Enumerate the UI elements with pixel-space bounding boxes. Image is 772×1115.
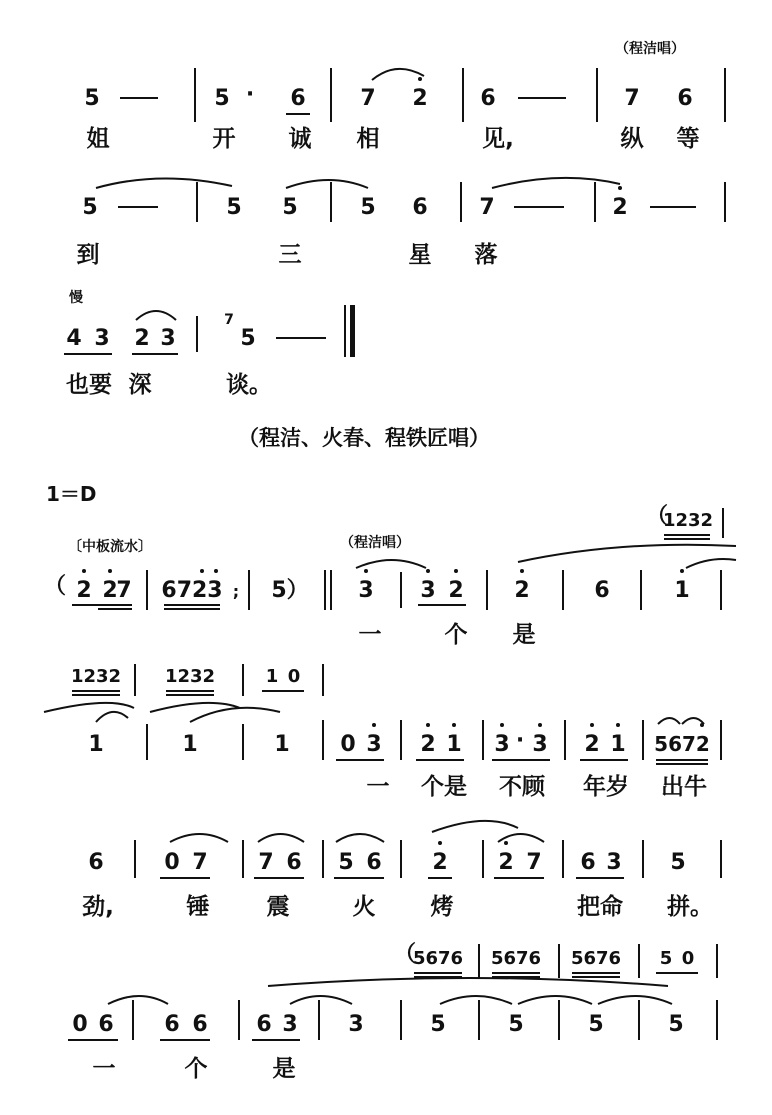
underline [418,604,466,606]
barline [194,68,196,122]
accompaniment-note: 5 [659,948,673,969]
note-group: 6723 [161,578,223,603]
barline [638,1000,640,1040]
note: 2 [134,326,150,351]
note: 3 [94,326,110,351]
final-barline-thin [344,305,346,357]
lyric: 烤 [430,894,454,920]
augmentation-dot: · [245,82,255,107]
underline [98,608,132,610]
barline [400,572,402,608]
underline [72,694,120,696]
high-octave-dot [454,569,458,573]
barline [132,1000,134,1040]
underline [664,534,710,536]
tie [432,821,518,832]
singer-annotation: （程洁唱） [340,535,410,551]
underline [254,877,304,879]
tie [44,703,134,712]
final-barline-thick [350,305,355,357]
barline [596,68,598,122]
underline [492,976,540,978]
barline [242,840,244,878]
underline [334,877,384,879]
high-octave-dot [590,723,594,727]
barline [642,840,644,878]
lyric: 深 [128,372,152,398]
high-octave-dot [616,723,620,727]
barline [330,68,332,122]
note: 6 [480,86,496,111]
underline [252,1039,300,1041]
high-octave-dot [700,723,704,727]
note: 6 [366,850,382,875]
note: 7 [624,86,640,111]
note: 7 [360,86,376,111]
underline [572,976,620,978]
lyric: 诚 [288,126,312,152]
underline [414,976,462,978]
underline [428,877,452,879]
tie [440,996,512,1004]
note: 5 [668,1012,684,1037]
note: 6 [677,86,693,111]
note: 3 [282,1012,298,1037]
note: 6 [594,578,610,603]
note: 3 [532,732,548,757]
barline [482,720,484,760]
note: 3 [160,326,176,351]
lyric: 个 [444,622,468,648]
underline [336,759,384,761]
slur [658,718,680,724]
barline [720,570,722,610]
lyric: 年岁 [583,774,629,800]
high-octave-dot [680,569,684,573]
underline [576,877,624,879]
note: 5 [670,850,686,875]
barline [640,570,642,610]
slur [170,834,228,842]
lyric: 把命 [577,894,623,920]
accompaniment-notes: 5676 [570,948,622,969]
tie [96,712,128,722]
note: 5 [282,195,298,220]
barline [638,944,640,978]
barline [146,724,148,760]
barline [724,68,726,122]
note: 3 [420,578,436,603]
lyric: 个 [184,1056,208,1082]
underline [416,759,464,761]
accompaniment-rest: 0 [287,666,301,687]
underline [68,1039,118,1041]
lyric: 劲, [82,894,114,920]
barline [134,664,136,696]
underline [132,353,178,355]
tie [598,996,672,1004]
lyric: 三 [278,242,302,268]
lyric: 落 [474,242,498,268]
note: 1 [610,732,626,757]
underline [492,972,540,974]
note: 3 [348,1012,364,1037]
tie [268,978,668,986]
note: 3 [606,850,622,875]
underline [166,690,214,692]
accompaniment-note: 1 [265,666,279,687]
slur [372,69,424,80]
slur [136,311,176,320]
note: 1 [182,732,198,757]
accompaniment-notes: 1232 [662,510,714,531]
note: 1 [446,732,462,757]
high-octave-dot [504,841,508,845]
lyric: 锤 [186,894,210,920]
grace-note: 7 [224,312,234,328]
barline [196,182,198,222]
barline [720,840,722,878]
barline [460,182,462,222]
underline [166,694,214,696]
high-octave-dot [500,723,504,727]
underline [656,972,698,974]
extension-dash [118,206,158,208]
barline [558,1000,560,1040]
underline [656,759,708,761]
note: 2 [412,86,428,111]
slur [286,180,368,188]
note: 6 [192,1012,208,1037]
note: 6 [88,850,104,875]
slur [108,996,168,1004]
note: 4 [66,326,82,351]
barline [716,944,718,978]
barline [134,840,136,878]
underline [72,604,132,606]
high-octave-dot [452,723,456,727]
tempo-marking: 〔中板流水〕 [68,539,152,555]
note: 7 [479,195,495,220]
underline [164,604,220,606]
key-signature: 1＝D [46,482,97,506]
high-octave-dot [426,723,430,727]
note: 5 [588,1012,604,1037]
lyric: 是 [272,1056,296,1082]
note: 3 [366,732,382,757]
lyric: 纵 [620,126,644,152]
barline [322,840,324,878]
barline [330,182,332,222]
extension-dash [120,97,158,99]
underline [164,608,220,610]
lyric: 到 [76,242,100,268]
tempo-marking: 慢 [69,290,83,306]
note: 2 [420,732,436,757]
lyric: 一 [92,1056,116,1082]
underline [72,690,120,692]
slur [290,996,352,1004]
note: 5 [82,195,98,220]
high-octave-dot [418,77,422,81]
barline [242,724,244,760]
note: 7 [526,850,542,875]
lyric: 个是 [421,774,467,800]
note: 2 [432,850,448,875]
barline [642,720,644,760]
note: 2 [102,578,118,603]
accompaniment-notes: 5676 [490,948,542,969]
intro-open-paren: （ [44,574,67,599]
note: 5 [214,86,230,111]
barline [594,182,596,222]
underline [492,759,550,761]
accompaniment-open-paren: （ [394,942,417,967]
note: 7 [192,850,208,875]
note: 5 [338,850,354,875]
note: 3 [494,732,510,757]
augmentation-dot: · [515,728,525,753]
high-octave-dot [364,569,368,573]
note: 6 [286,850,302,875]
underline [664,538,710,540]
singer-annotation: （程洁唱） [615,41,685,57]
lyric: 见, [482,126,514,152]
barline [322,664,324,696]
note: 2 [498,850,514,875]
accompaniment-notes: 1232 [164,666,216,687]
barline [146,570,148,610]
note: 7 [116,578,132,603]
barline [242,664,244,696]
underline [494,877,544,879]
barline [564,720,566,760]
high-octave-dot [108,569,112,573]
barline [716,1000,718,1040]
barline [400,840,402,878]
barline [482,840,484,878]
lyric: 拼。 [667,894,713,920]
lyric: 一 [366,774,390,800]
note: 0 [164,850,180,875]
note: 7 [258,850,274,875]
note: 2 [584,732,600,757]
high-octave-dot [538,723,542,727]
tie [686,559,736,568]
lyric: 出牛 [661,774,707,800]
lyric: 不顾 [499,774,545,800]
tie [190,708,280,722]
note: 2 [76,578,92,603]
high-octave-dot [372,723,376,727]
note: 5 [240,326,256,351]
note-group: 5672 [654,732,710,756]
note: 6 [256,1012,272,1037]
lyric: 一 [358,622,382,648]
barline [400,720,402,760]
underline [64,353,112,355]
barline [196,316,198,352]
lyric: 姐 [86,126,110,152]
breath-mark: ; [232,582,240,601]
slur [258,834,304,842]
note: 2 [448,578,464,603]
barline [720,720,722,760]
high-octave-dot [438,841,442,845]
barline [562,840,564,878]
section-header: （程洁、火春、程铁匠唱） [238,426,490,450]
note: 6 [290,86,306,111]
barline [462,68,464,122]
high-octave-dot [618,186,622,190]
high-octave-dot [426,569,430,573]
lyric: 是 [512,622,536,648]
extension-dash [514,206,564,208]
high-octave-dot [82,569,86,573]
barline [238,1000,240,1040]
accompaniment-notes: 1232 [70,666,122,687]
slur [356,560,426,568]
tie [518,996,592,1004]
note: 2 [514,578,530,603]
lyric: 谈。 [226,372,272,398]
note: 5 [84,86,100,111]
extension-dash [518,97,566,99]
underline [262,690,304,692]
barline [724,182,726,222]
note: 6 [98,1012,114,1037]
underline [160,1039,210,1041]
intro-close: 5） [271,578,309,603]
note: 6 [580,850,596,875]
barline [558,944,560,978]
note: 2 [612,195,628,220]
note: 0 [72,1012,88,1037]
note: 5 [430,1012,446,1037]
lyric: 火 [352,894,376,920]
barline [324,570,326,610]
high-octave-dot [520,569,524,573]
note: 6 [164,1012,180,1037]
barline [400,1000,402,1040]
barline [722,508,724,538]
barline [562,570,564,610]
barline [486,570,488,610]
note: 1 [88,732,104,757]
lyric: 也要 [66,372,112,398]
tie [518,545,736,562]
note: 0 [340,732,356,757]
note: 5 [508,1012,524,1037]
tie [492,178,620,188]
lyric: 等 [676,126,700,152]
barline [330,570,332,610]
barline [318,1000,320,1040]
note: 3 [358,578,374,603]
high-octave-dot [200,569,204,573]
accompaniment-rest: 0 [681,948,695,969]
underline [414,972,462,974]
note: 5 [360,195,376,220]
underline [656,763,708,765]
high-octave-dot [214,569,218,573]
lyric: 星 [408,242,432,268]
accompaniment-open-paren: （ [646,504,669,529]
barline [478,1000,480,1040]
underline [572,972,620,974]
lyric: 相 [356,126,380,152]
barline [248,570,250,610]
slur [336,834,384,842]
tie [150,703,240,712]
barline [322,720,324,760]
accompaniment-notes: 5676 [412,948,464,969]
underline [580,759,628,761]
lyric: 开 [212,126,236,152]
underline [286,113,310,115]
note: 5 [226,195,242,220]
extension-dash [276,337,326,339]
lyric: 震 [266,894,290,920]
barline [478,944,480,978]
note: 6 [412,195,428,220]
underline [160,877,210,879]
note: 1 [274,732,290,757]
note: 1 [674,578,690,603]
extension-dash [650,206,696,208]
tie [96,178,232,188]
